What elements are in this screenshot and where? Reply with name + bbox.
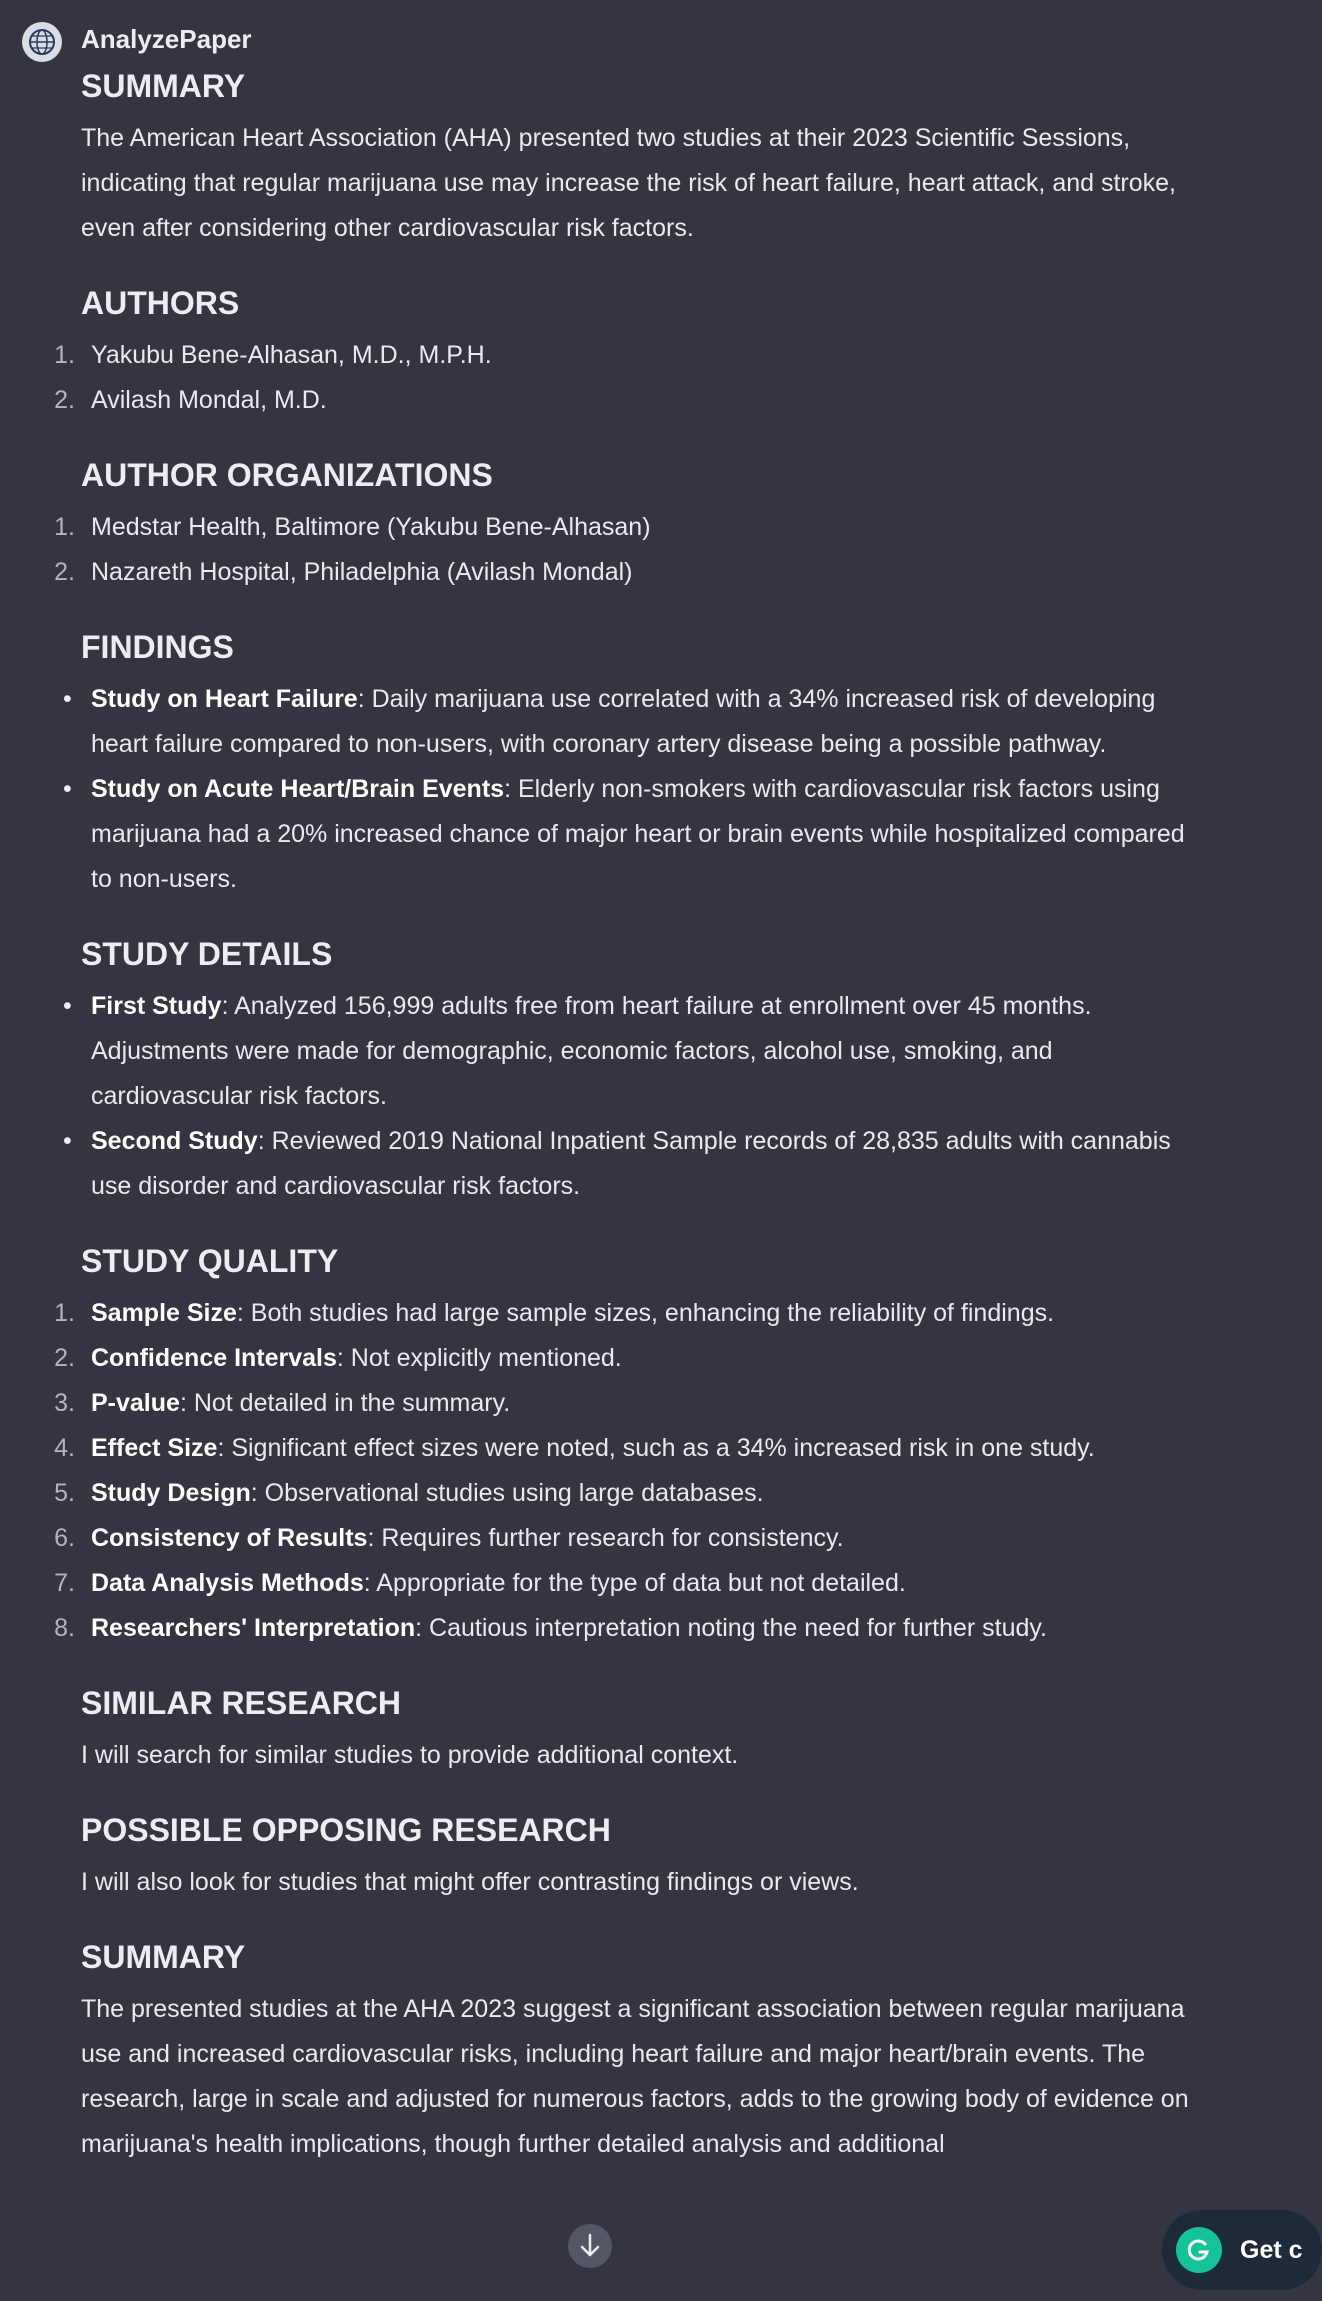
study-quality-section	[54, 1239, 1201, 1651]
list-item: 1. Sample Size: Both studies had large sample sizes, enhancing the reliability of findings.	[54, 1299, 1055, 1327]
authors-list	[54, 333, 1201, 423]
list-item: 6. Consistency of Results: Requires further research for consistency.	[54, 1524, 844, 1552]
authors-section	[54, 281, 1201, 423]
final-summary-heading: SUMMARY	[81, 1939, 246, 1975]
study-details-list	[63, 984, 1201, 1209]
summary-section	[81, 64, 1201, 251]
findings-list	[63, 677, 1201, 902]
grammarly-g-icon	[1176, 2227, 1222, 2273]
list-item: 2. Confidence Intervals: Not explicitly mentioned.	[54, 1344, 622, 1372]
study-quality-list	[54, 1291, 1201, 1651]
study-details-section	[63, 932, 1201, 1209]
list-item: • Study on Heart Failure: Daily marijuana use correlated with a 34% increased risk of developing heart failure compared to non-users, with coronary artery disease being a possible pathway.	[63, 685, 1156, 758]
grammarly-label: Get c	[1240, 2235, 1303, 2264]
findings-heading: FINDINGS	[81, 629, 234, 665]
final-summary-text: The presented studies at the AHA 2023 suggest a significant association between regular marijuana use and increased cardiovascular risks, including heart failure and major heart/brain events. The research, large in scale and adjusted for numerous factors, adds to the growing body of evidence on marijuana's health implications, though further detailed analysis and additional	[81, 1995, 1189, 2158]
grammarly-widget[interactable]	[1162, 2210, 1322, 2290]
globe-logo-icon	[22, 22, 62, 62]
list-item: 1. Medstar Health, Baltimore (Yakubu Bene-Alhasan)	[54, 513, 651, 541]
similar-research-heading: SIMILAR RESEARCH	[81, 1685, 402, 1721]
app-name: AnalyzePaper	[81, 24, 252, 54]
opposing-research-section	[81, 1808, 1201, 1905]
scroll-to-bottom-button[interactable]	[568, 2224, 612, 2268]
list-item: 5. Study Design: Observational studies using large databases.	[54, 1479, 764, 1507]
list-item: 8. Researchers' Interpretation: Cautious interpretation noting the need for further study.	[54, 1614, 1047, 1642]
summary-text: The American Heart Association (AHA) presented two studies at their 2023 Scientific Sessions, indicating that regular marijuana use may increase the risk of heart failure, heart attack, and stroke, even after considering other cardiovascular risk factors.	[81, 124, 1177, 242]
list-item: • Second Study: Reviewed 2019 National Inpatient Sample records of 28,835 adults with cannabis use disorder and cardiovascular risk factors.	[63, 1127, 1171, 1200]
list-item: 1. Yakubu Bene-Alhasan, M.D., M.P.H.	[54, 341, 492, 369]
similar-research-text: I will search for similar studies to provide additional context.	[81, 1741, 739, 1769]
list-item: 2. Nazareth Hospital, Philadelphia (Avilash Mondal)	[54, 558, 633, 586]
similar-research-section	[81, 1681, 1201, 1778]
opposing-research-heading: POSSIBLE OPPOSING RESEARCH	[81, 1812, 611, 1848]
summary-heading: SUMMARY	[81, 68, 246, 104]
authors-heading: AUTHORS	[81, 285, 240, 321]
author-organizations-section	[54, 453, 1201, 595]
assistant-header	[22, 22, 62, 62]
list-item: 2. Avilash Mondal, M.D.	[54, 386, 327, 414]
author-organizations-heading: AUTHOR ORGANIZATIONS	[81, 457, 493, 493]
final-summary-section	[81, 1935, 1201, 2167]
list-item: 3. P-value: Not detailed in the summary.	[54, 1389, 511, 1417]
study-details-heading: STUDY DETAILS	[81, 936, 333, 972]
list-item: • Study on Acute Heart/Brain Events: Elderly non-smokers with cardiovascular risk factors using marijuana had a 20% increased chance of major heart or brain events while hospitalized compared to non-users.	[63, 775, 1185, 893]
arrow-down-icon	[579, 2233, 601, 2259]
list-item: • First Study: Analyzed 156,999 adults free from heart failure at enrollment over 45 months. Adjustments were made for demographic, economic factors, alcohol use, smoking, and cardiovascular risk factors.	[63, 992, 1092, 1110]
list-item: 4. Effect Size: Significant effect sizes were noted, such as a 34% increased risk in one study.	[54, 1434, 1095, 1462]
findings-section	[63, 625, 1201, 902]
message-content	[54, 64, 1201, 2197]
opposing-research-text: I will also look for studies that might offer contrasting findings or views.	[81, 1868, 859, 1896]
organizations-list	[54, 505, 1201, 595]
study-quality-heading: STUDY QUALITY	[81, 1243, 339, 1279]
list-item: 7. Data Analysis Methods: Appropriate for the type of data but not detailed.	[54, 1569, 906, 1597]
